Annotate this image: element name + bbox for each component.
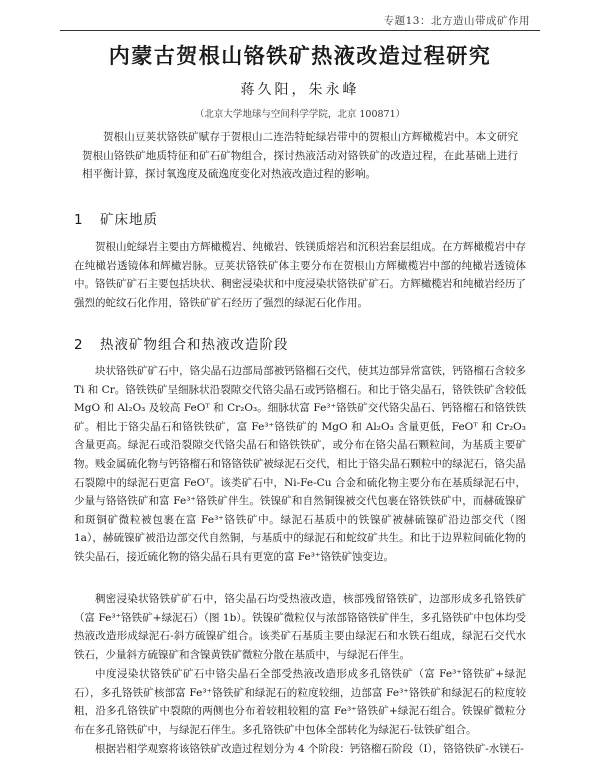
section-number: 1 — [74, 212, 84, 228]
section-2-paragraph-4: 根据岩相学观察将该铬铁矿改造过程划分为 4 个阶段：钙铬榴石阶段（I），铬铬铁矿-水镁石- — [95, 743, 524, 755]
section-heading-2 — [74, 333, 289, 353]
affiliation: （北京大学地球与空间科学学院，北京 100871） — [194, 109, 406, 120]
section-title: 矿床地质 — [100, 212, 158, 228]
page-bottom-edge — [0, 763, 600, 769]
section-1-paragraph-1: 贺根山蛇绿岩主要由方辉橄榄岩、纯橄岩、铁镁质熔岩和沉积岩套层组成。在方辉橄榄岩中存在纯橄岩透镜体和辉橄岩脉。豆荚状铬铁矿体主要分布在贺根山方辉橄榄岩中部的纯橄岩透镜体中。铬铁矿矿石主要包括块状、稠密浸染状和中度浸染状铬铁矿矿石。方辉橄榄岩和纯橄岩经历了强烈的蛇纹石化作用，铬铁矿矿石经历了强烈的绿泥石化作用。 — [74, 241, 526, 309]
section-heading-1 — [74, 208, 158, 228]
paper-title: 内蒙古贺根山铬铁矿热液改造过程研究 — [108, 44, 492, 68]
authors: 蒋久阳，朱永峰 — [240, 82, 360, 98]
section-number: 2 — [74, 337, 84, 353]
section-2-paragraph-2: 稠密浸染状铬铁矿矿石中，铬尖晶石均受热液改造，核部残留铬铁矿，边部形成多孔铬铁矿（富 Fe³⁺铬铁矿+绿泥石）（图 1b）。铁镍矿微粒仅与浓部铬铬铁矿伴生，多孔铬铁矿中包体均受热液改造形成绿泥石-斜方硫镍矿组合。该类矿石基质主要由绿泥石和水铁石组成，绿泥石交代水铁石，少量斜方硫镍矿和含镍黄铁矿微粒分散在基质中，与绿泥石伴生。 — [74, 593, 526, 661]
section-2-paragraph-3: 中度浸染状铬铁矿矿石中铬尖晶石全部受热液改造形成多孔铬铁矿（富 Fe³⁺铬铁矿+绿泥石），多孔铬铁矿核部富 Fe³⁺铬铁矿和绿泥石的粒度较细，边部富 Fe³⁺铬铁矿和绿泥石的粒度较粗，沿多孔铬铁矿中裂隙的两侧也分布着较粗较粗的富 Fe³⁺铬铁矿+绿泥石组合。铁镍矿微粒分布在多孔铬铁矿中，与绿泥石伴生。多孔铬铁矿中包体全部转化为绿泥石-钛铁矿组合。 — [74, 668, 526, 736]
abstract: 贺根山豆荚状铬铁矿赋存于贺根山二连浩特蛇绿岩带中的贺根山方辉橄榄岩中。本文研究贺根山铬铁矿地质特征和矿石矿物组合，探讨热液活动对铬铁矿的改造过程，在此基础上进行相平衡计算，探讨氧逸度及硫逸度变化对热液改造过程的影响。 — [82, 131, 518, 180]
header-rule — [60, 30, 540, 31]
section-2-paragraph-1: 块状铬铁矿矿石中，铬尖晶石边部局部被钙铬榴石交代，使其边部异常富铁，钙铬榴石含较多Ti 和 Cr。铬铁铁矿呈细脉状沿裂隙交代铬尖晶石或钙铬榴石。和比于铬尖晶石，铬铁铁矿含较低 MgO 和 Al₂O₃ 及较高 FeOᵀ 和 Cr₂O₃。细脉状富 Fe³⁺铬铁矿交代铬尖晶石、钙铬榴石和铬铁铁矿。相比于铬尖晶石和铬铁铁矿，富 Fe³⁺铬铁矿的 MgO 和 Al₂O₃ 含量更低，FeOᵀ 和 Cr₂O₃ 含量更高。绿泥石或沿裂隙交代铬尖晶石和铬铁铁矿，或分布在铬尖晶石颗粒间，为基质主要矿物。贱金属硫化物与钙铬榴石和铬铬铁矿被绿泥石交代，相比于铬尖晶石颗粒中的绿泥石，铬尖晶石裂隙中的绿泥石更富 FeOᵀ。该类矿石中，Ni-Fe-Cu 合金和硫化物主要分布在基质绿泥石中，少量与铬铬铁矿和富 Fe³⁺铬铁矿伴生。铁镍矿和自然铜镍被交代包裹在铬铁铁矿中，而赫硫镍矿和斑铜矿微粒被包裹在富 Fe³⁺铬铁矿中。绿泥石基质中的铁镍矿被赫硫镍矿沿边部交代（图 1a），赫硫镍矿被沿边部交代自然铜，与基质中的绿泥石和蛇纹矿共生。和比于边界粒间硫化物的铁尖晶石，接近硫化物的铬尖晶石具有更宽的富 Fe³⁺铬铁矿蚀变边。 — [74, 365, 526, 563]
running-head: 专题13：北方造山带成矿作用 — [383, 15, 530, 27]
section-title: 热液矿物组合和热液改造阶段 — [100, 337, 289, 353]
